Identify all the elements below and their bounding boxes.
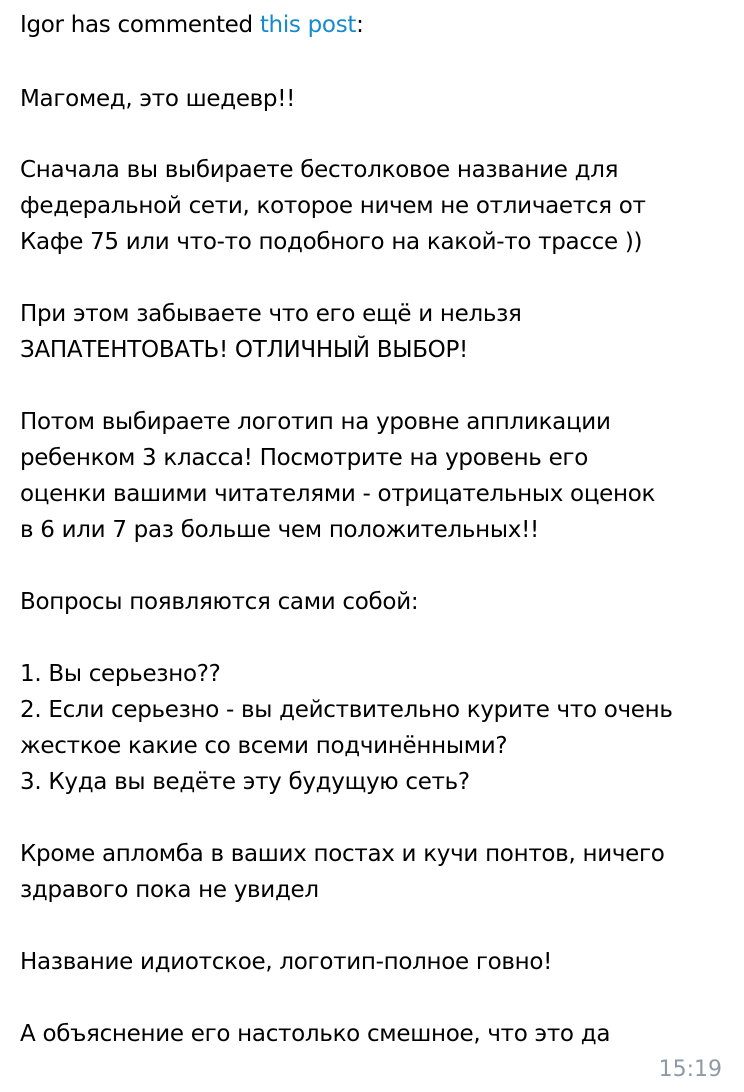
message-line: ЗАПАТЕНТОВАТЬ! ОТЛИЧНЫЙ ВЫБОР!	[20, 337, 468, 363]
message-line: Название идиотское, логотип-полное говно!	[20, 949, 553, 975]
message-line: При этом забываете что его ещё и нельзя	[20, 301, 522, 327]
message-line: 3. Куда вы ведёте эту будущую сеть?	[20, 769, 470, 795]
message-line: жесткое какие со всеми подчинёнными?	[20, 733, 508, 759]
message-line: Кафе 75 или что-то подобного на какой-то трассе ))	[20, 229, 643, 255]
message-line: Кроме апломба в ваших постах и кучи понтов, ничего	[20, 841, 665, 867]
message-line: Вопросы появляются сами собой:	[20, 589, 419, 615]
message-line: федеральной сети, которое ничем не отличается от	[20, 193, 646, 219]
comment-action-text: has commented	[63, 12, 260, 38]
message-line: А объяснение его настолько смешное, что это да	[20, 1021, 611, 1047]
post-link[interactable]: this post	[259, 12, 357, 38]
message-line: Магомед, это шедевр!!	[20, 86, 296, 112]
message-timestamp: 15:19	[658, 1057, 722, 1082]
message-line: Сначала вы выбираете бестолковое название для	[20, 157, 619, 183]
message-line: оценки вашими читателями - отрицательных оценок	[20, 481, 656, 507]
message-line: 2. Если серьезно - вы действительно курите что очень	[20, 697, 673, 723]
header-colon: :	[356, 12, 364, 38]
message-line: Потом выбираете логотип на уровне аппликации	[20, 409, 611, 435]
comment-author: Igor	[20, 12, 64, 38]
message-line: здравого пока не увидел	[20, 877, 319, 903]
message-line: в 6 или 7 раз больше чем положительных!!	[20, 517, 539, 543]
message-line: ребенком 3 класса! Посмотрите на уровень его	[20, 445, 588, 471]
comment-header	[20, 7, 364, 43]
message-bubble	[20, 0, 724, 1092]
message-line: 1. Вы серьезно??	[20, 661, 221, 687]
